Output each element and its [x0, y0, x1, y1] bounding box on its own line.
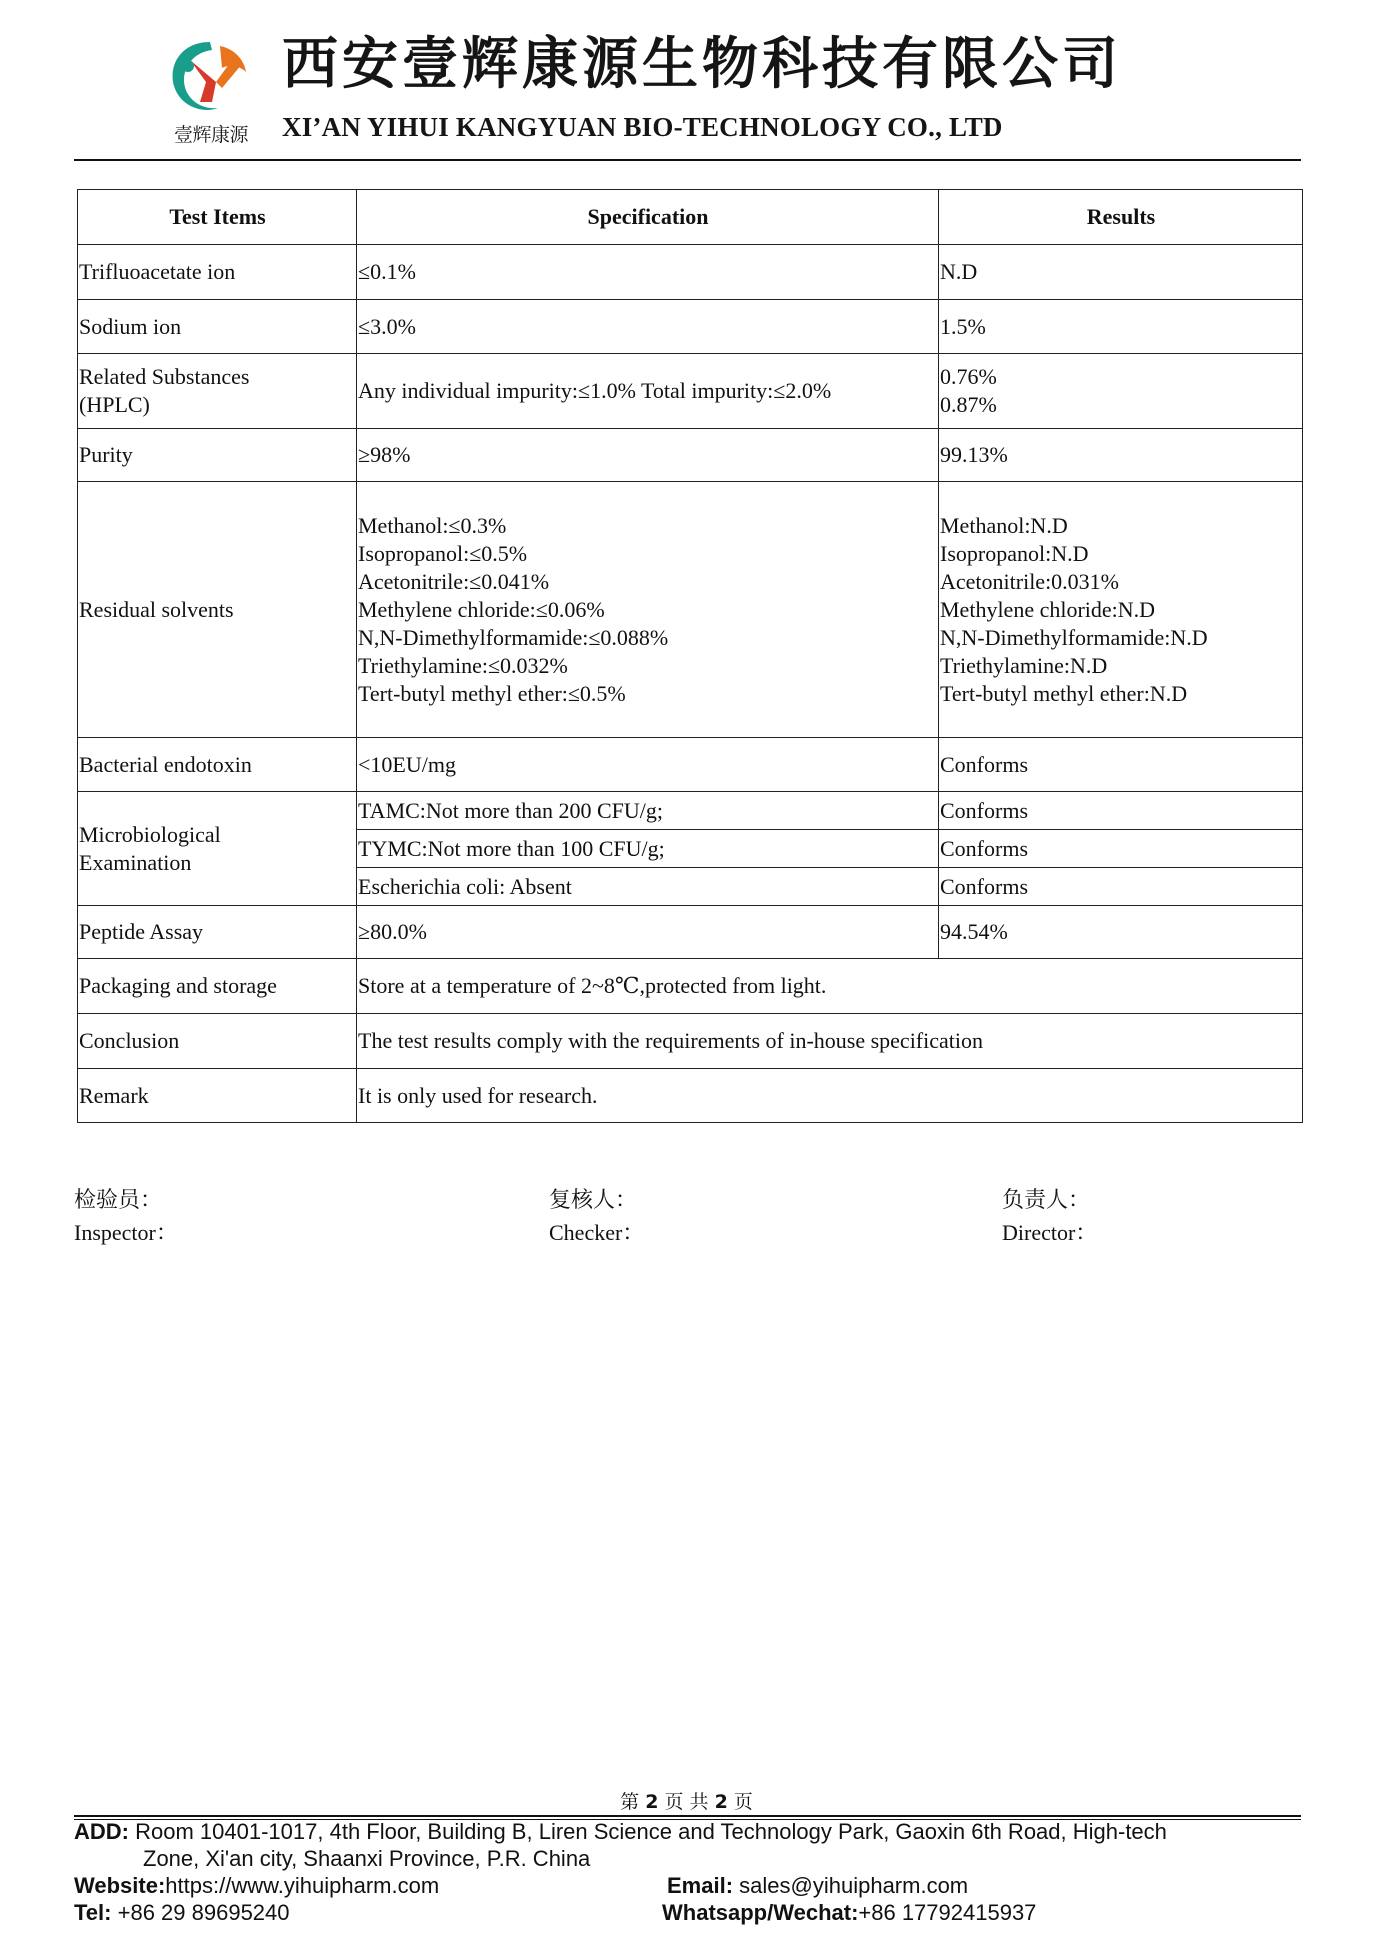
table-row: [78, 245, 1303, 300]
website-label: Website:: [74, 1873, 166, 1898]
tel-number: +86 29 89695240: [117, 1900, 290, 1925]
test-item-line: Examination: [79, 849, 192, 875]
result: 99.13%: [939, 429, 1303, 482]
spec-line: Methanol:≤0.3%: [358, 512, 507, 538]
table-row: [78, 482, 1303, 738]
column-header-specification: Specification: [357, 190, 939, 245]
result: Conforms: [939, 830, 1303, 868]
specification: ≥98%: [357, 429, 939, 482]
company-name-chinese: 西安壹辉康源生物科技有限公司: [282, 31, 1122, 97]
checker-label-en: Checker：: [549, 1220, 645, 1245]
column-header-results: Results: [939, 190, 1303, 245]
result: [939, 482, 1303, 738]
logo-mark-icon: [160, 36, 260, 118]
address-line-1: Room 10401-1017, 4th Floor, Building B, Liren Science and Technology Park, Gaoxin 6th Road, High-tech: [135, 1819, 1167, 1844]
test-item: Residual solvents: [78, 482, 357, 738]
specification: Store at a temperature of 2~8℃,protected from light.: [357, 959, 1303, 1014]
specification: ≥80.0%: [357, 906, 939, 959]
spec-line: Isopropanol:≤0.5%: [358, 540, 528, 566]
result: N.D: [939, 245, 1303, 300]
test-item: Sodium ion: [78, 300, 357, 354]
page-suffix: 页: [733, 1791, 753, 1813]
signature-director: [1002, 1183, 1097, 1249]
footer-tel: [74, 1899, 290, 1926]
footer-website: [74, 1872, 439, 1899]
table-row: [78, 354, 1303, 429]
result-line: N,N-Dimethylformamide:N.D: [940, 624, 1208, 650]
table-row: [78, 1014, 1303, 1069]
specification: ≤3.0%: [357, 300, 939, 354]
footer-divider-top: [74, 1815, 1301, 1817]
result-line: 0.87%: [940, 392, 997, 417]
page-prefix: 第: [620, 1791, 640, 1813]
director-label-cn: 负责人：: [1002, 1187, 1091, 1212]
result-line: Methanol:N.D: [940, 512, 1068, 538]
inspector-label-cn: 检验员：: [74, 1187, 163, 1212]
spec-line: N,N-Dimethylformamide:≤0.088%: [358, 624, 669, 650]
whatsapp-label: Whatsapp/Wechat:: [662, 1900, 859, 1925]
column-header-test-items: Test Items: [78, 190, 357, 245]
test-item: [78, 792, 357, 906]
company-logo: [160, 36, 262, 144]
test-item: Bacterial endotoxin: [78, 738, 357, 792]
spec-line: Methylene chloride:≤0.06%: [358, 596, 605, 622]
test-item-line: Related Substances: [79, 364, 250, 389]
result: Conforms: [939, 868, 1303, 906]
test-results-table: [77, 189, 1303, 1123]
page-total: 2: [714, 1791, 728, 1813]
header-divider: [74, 159, 1301, 161]
footer-address-cont: [143, 1845, 590, 1872]
test-item: Purity: [78, 429, 357, 482]
specification: [357, 482, 939, 738]
test-item-line: (HPLC): [79, 392, 150, 417]
signature-inspector: [74, 1183, 178, 1249]
table-row: [78, 792, 1303, 830]
test-item: Remark: [78, 1069, 357, 1123]
specification: Any individual impurity:≤1.0% Total impurity:≤2.0%: [357, 354, 939, 429]
table-row: [78, 959, 1303, 1014]
signature-checker: [549, 1183, 644, 1249]
table-header-row: [78, 190, 1303, 245]
footer-whatsapp: [662, 1899, 1036, 1926]
director-label-en: Director：: [1002, 1220, 1098, 1245]
result-line: Triethylamine:N.D: [940, 652, 1108, 678]
inspector-label-en: Inspector：: [74, 1220, 178, 1245]
test-item: Packaging and storage: [78, 959, 357, 1014]
logo-text: 壹辉康源: [173, 124, 248, 146]
result: [939, 354, 1303, 429]
website-link[interactable]: https://www.yihuipharm.com: [165, 1873, 440, 1898]
address-line-2: Zone, Xi'an city, Shaanxi Province, P.R. China: [143, 1846, 591, 1871]
test-item: Conclusion: [78, 1014, 357, 1069]
page-current: 2: [645, 1791, 659, 1813]
specification: Escherichia coli: Absent: [357, 868, 939, 906]
specification: TAMC:Not more than 200 CFU/g;: [357, 792, 939, 830]
tel-label: Tel:: [74, 1900, 112, 1925]
test-item: [78, 354, 357, 429]
address-label: ADD:: [74, 1819, 129, 1844]
result-line: Tert-butyl methyl ether:N.D: [940, 680, 1188, 706]
test-item: Trifluoacetate ion: [78, 245, 357, 300]
result-line: Methylene chloride:N.D: [940, 596, 1156, 622]
result: Conforms: [939, 738, 1303, 792]
table-row: [78, 906, 1303, 959]
company-name-english: XI’AN YIHUI KANGYUAN BIO-TECHNOLOGY CO., LTD: [282, 112, 1003, 142]
footer-address: [74, 1818, 1167, 1845]
footer-email: [667, 1872, 968, 1899]
table-row: [78, 429, 1303, 482]
test-item-line: Microbiological: [79, 821, 221, 847]
specification: <10EU/mg: [357, 738, 939, 792]
result-line: Acetonitrile:0.031%: [940, 568, 1120, 594]
spec-line: Triethylamine:≤0.032%: [358, 652, 568, 678]
table-row: [78, 1069, 1303, 1123]
specification: ≤0.1%: [357, 245, 939, 300]
spec-line: Tert-butyl methyl ether:≤0.5%: [358, 680, 626, 706]
result-line: 0.76%: [940, 364, 997, 389]
result-line: Isopropanol:N.D: [940, 540, 1089, 566]
result: 1.5%: [939, 300, 1303, 354]
test-item: Peptide Assay: [78, 906, 357, 959]
email-label: Email:: [667, 1873, 734, 1898]
specification: The test results comply with the requirements of in-house specification: [357, 1014, 1303, 1069]
spec-line: Acetonitrile:≤0.041%: [358, 568, 550, 594]
page-indicator: [0, 1787, 1373, 1814]
page-middle: 页 共: [664, 1791, 709, 1813]
table-row: [78, 738, 1303, 792]
email-link[interactable]: sales@yihuipharm.com: [739, 1873, 969, 1898]
result: Conforms: [939, 792, 1303, 830]
table-row: [78, 300, 1303, 354]
checker-label-cn: 复核人：: [549, 1187, 638, 1212]
specification: TYMC:Not more than 100 CFU/g;: [357, 830, 939, 868]
specification: It is only used for research.: [357, 1069, 1303, 1123]
result: 94.54%: [939, 906, 1303, 959]
whatsapp-number: +86 17792415937: [858, 1900, 1037, 1925]
